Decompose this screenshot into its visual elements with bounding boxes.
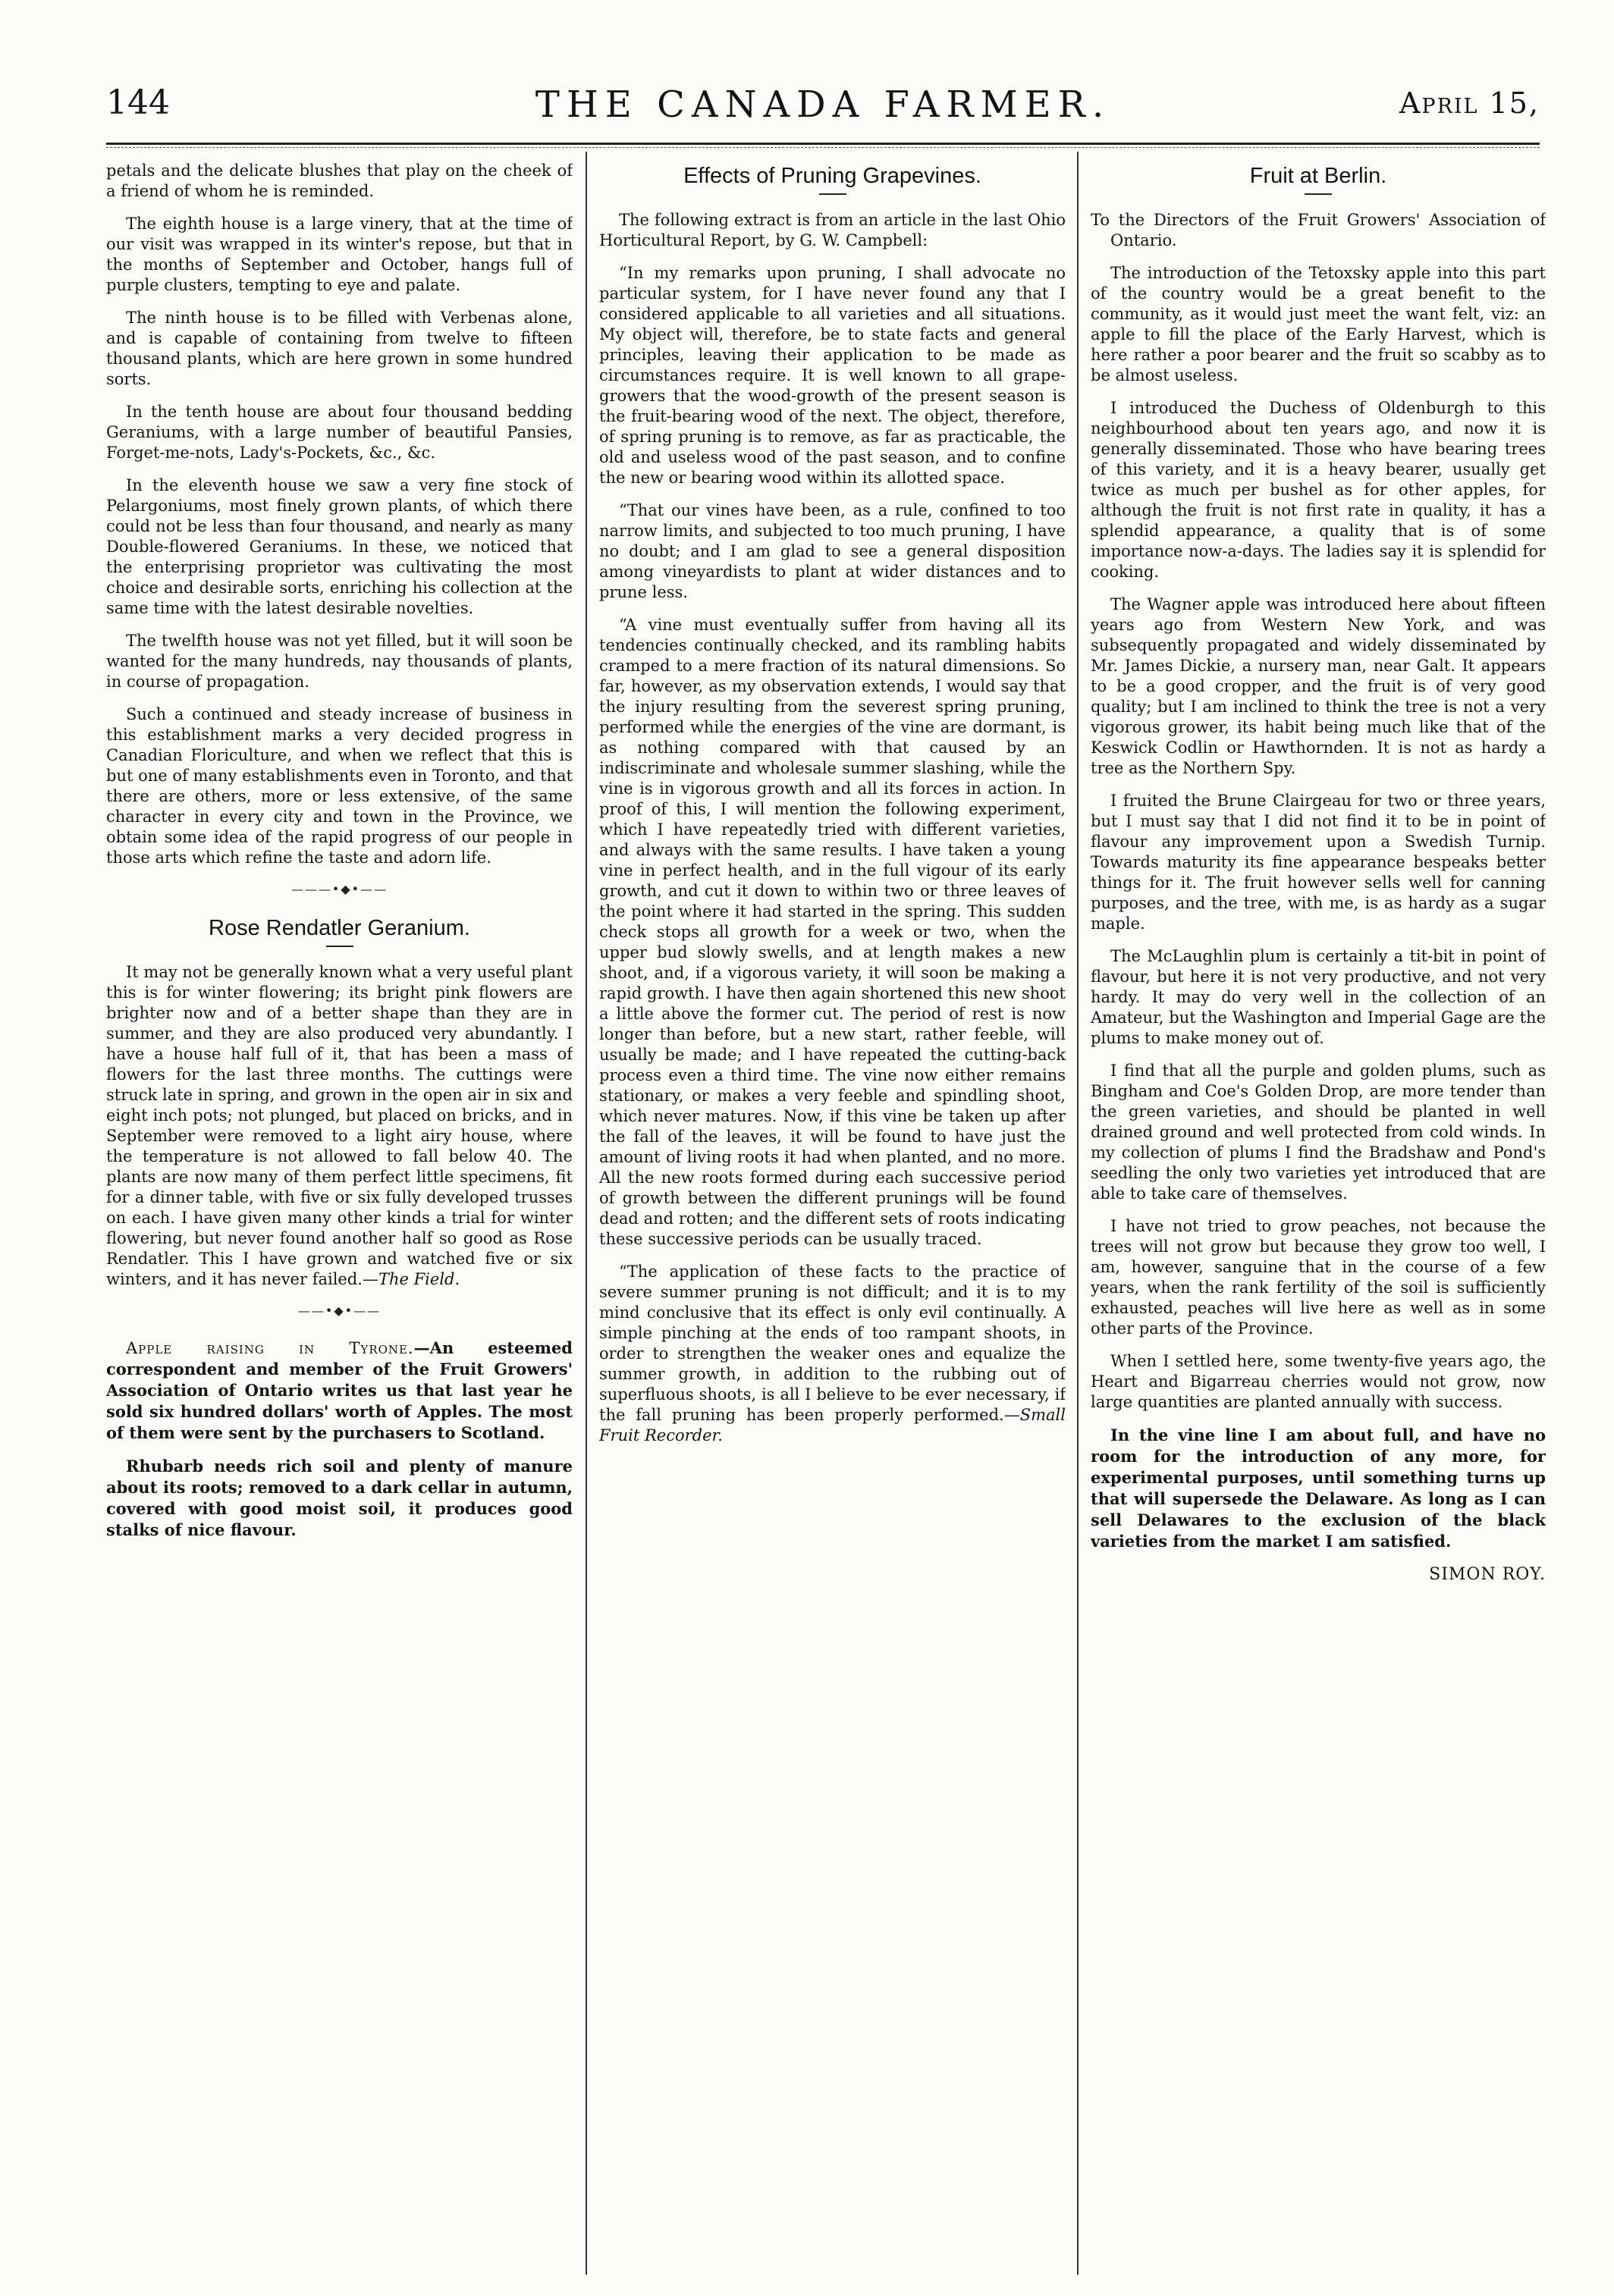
paragraph [106, 1338, 573, 1444]
paragraph [106, 1456, 573, 1541]
signature: SIMON ROY. [1429, 1565, 1546, 1584]
paper-title: THE CANADA FARMER. [535, 83, 1111, 126]
paragraph: In the eleventh house we saw a very fine stock of Pelargoniums, most finely grown plants, of which there could not be less than four thousand, and nearly as many Double-flowered Geraniums. In these, we noticed that the enterprising proprietor was cultivating the most choice and desirable sorts, enriching his collection at the same time with the latest desirable novelties. [106, 476, 573, 617]
paragraph: “That our vines have been, as a rule, confined to too narrow limits, and subjected to too much pruning, I have no doubt; and I am glad to see a general disposition among vineyardists to plant at wider distances and to prune less. [599, 501, 1066, 601]
column-3 [1091, 161, 1546, 2269]
paragraph [599, 1262, 1066, 1446]
article-heading-rose-rendatler: Rose Rendatler Geranium. [209, 916, 470, 940]
paragraph: “A vine must eventually suffer from having all its tendencies continually checked, and its rambling habits cramped to a mere fraction of its natural dimensions. So far, however, as my observation extends, I would say that the injury resulting from the severest spring pruning, performed while the energies of the vine are dormant, is as nothing compared with that caused by an indiscriminate and wholesale summer slashing, while the vine is in vigorous growth and all its forces in action. In proof of this, I will mention the following experiment, which I have repeatedly tried with different varieties, and always with the same results. I have taken a young vine in perfect health, and in the full vigour of its early growth, and cut it down to within two or three leaves of the point where it had started in the spring. This sudden check stops all growth for a week or two, when the upper bud slowly swells, and at length makes a new shoot, and, if a vigorous variety, it will soon be making a rapid growth. I have then again shortened this new shoot a little above the former cut. The period of rest is now longer than before, but a new start, rather feeble, will usually be made; and I have repeated the cutting-back process even a third time. The vine now either remains stationary, or makes a very feeble and spindling shoot, which never matures. Now, if this vine be taken up after the fall of the leaves, it will be found to have just the amount of living roots it had when planted, and no more. All the new roots formed during each successive period of growth between the different prunings will be found dead and rotten; and the different sets of roots indicating these successive periods can be usually traced. [599, 616, 1066, 1248]
heading-dash [819, 193, 846, 195]
header-rule-dashed [106, 147, 1540, 148]
column-2 [599, 161, 1066, 2269]
paragraph: The eighth house is a large vinery, that at the time of our visit was wrapped in its winter's repose, but that in the months of September and October, hangs full of purple clusters, tempting to eye and palate. [106, 215, 573, 294]
paragraph: The Wagner apple was introduced here about fifteen years ago from Western New York, and was subsequently propagated and widely disseminated by Mr. James Dickie, a nursery man, near Galt. It appears to be a good cropper, and the fruit is of very good quality; but I am inclined to think the tree is not a very vigorous grower, its habit being much like that of the Keswick Codlin or Hawthornden. It is not as hardy a tree as the Northern Spy. [1091, 595, 1546, 777]
paragraph: I find that all the purple and golden plums, such as Bingham and Coe's Golden Drop, are more tender than the green varieties, and should be planted in well drained ground and well protected from cold winds. In my collection of plums I find the Bradshaw and Pond's seedling the only two varieties yet introduced that are able to take care of themselves. [1091, 1062, 1546, 1203]
column-divider [1077, 152, 1079, 2275]
article-source: —Small Fruit Recorder. [599, 1406, 1066, 1444]
paragraph [1091, 1425, 1546, 1552]
rose-text: It may not be generally known what a very useful plant this is for winter flowering; its bright pink flowers are brighter now and of a better shape than they are in summer, and they are also produced very abundantly. I have a house half full of it, that has been a mass of flowers for the last three months. The cuttings were struck late in spring, and grown in the open air in six and eight inch pots; not plunged, but placed on bricks, and in September were removed to a light airy house, where the temperature is not allowed to fall below 40. The plants are now many of them perfect little specimens, fit for a dinner table, with five or six fully developed trusses on each. I have given many other kinds a trial for winter flowering, but never found another half so good as Rose Rendatler. This I have grown and watched five or six winters, and it has never failed. [106, 963, 573, 1288]
header-rule [106, 143, 1540, 145]
article-heading-pruning-grapevines: Effects of Pruning Grapevines. [683, 164, 981, 188]
vine-text: In the vine line I am about full, and have no room for the introduction of any more, for experimental purposes, until something turns up that will supersede the Delaware. As long as I can sell Delawares to the exclusion of the black varieties from the market I am satisfied. [1091, 1426, 1546, 1551]
page-number: 144 [106, 83, 170, 122]
article-heading-fruit-at-berlin: Fruit at Berlin. [1249, 164, 1387, 188]
masthead [106, 83, 1540, 136]
paragraph: The following extract is from an article in the last Ohio Horticultural Report, by G. W. Campbell: [599, 211, 1066, 249]
apple-text: —An esteemed correspondent and member of the Fruit Growers' Association of Ontario writes us that last year he sold six hundred dollars' worth of Apples. The most of them were sent by the purchasers to Scotland. [106, 1338, 573, 1442]
section-ornament: ——•◆•—— [297, 1303, 382, 1318]
apple-lead: Apple raising in Tyrone. [126, 1339, 414, 1357]
paragraph: In the tenth house are about four thousand bedding Geraniums, with a large number of beautiful Pansies, Forget-me-nots, Lady's-Pockets, &c., &c. [106, 403, 573, 462]
pruning-text: “The application of these facts to the practice of severe summer pruning is not difficult; and it is to my mind conclusive that its effect is only evil continually. A simple pinching at the ends of too rampant shoots, in order to strengthen the weaker ones and equalize the summer growth, in addition to the rubbing out of superfluous shoots, is all I believe to be ever necessary, if the fall pruning has been properly performed. [599, 1262, 1066, 1424]
article-source: —The Field. [362, 1270, 460, 1288]
section-ornament: ———•◆•—— [290, 882, 388, 896]
heading-dash [326, 946, 353, 947]
paragraph: petals and the delicate blushes that play on the cheek of a friend of whom he is reminded. [106, 162, 573, 200]
paragraph: I have not tried to grow peaches, not because the trees will not grow but because they grow too well, I am, however, sanguine that in the course of a few years, when the rank fertility of the soil is sufficiently exhausted, peaches will live here as well as in some other parts of the Province. [1091, 1217, 1546, 1338]
issue-date: April 15, [1399, 86, 1540, 120]
column-divider [586, 152, 587, 2275]
paragraph: I fruited the Brune Clairgeau for two or three years, but I must say that I did not find it to be in point of flavour any improvement upon a Swedish Turnip. Towards maturity its fine appearance bespeaks better things for it. The fruit however sells well for canning purposes, and the tree, with me, is as hardy as a sugar maple. [1091, 792, 1546, 933]
paragraph: The ninth house is to be filled with Verbenas alone, and is capable of containing from twelve to fifteen thousand plants, which are here grown in some hundred sorts. [106, 309, 573, 388]
paragraph [106, 962, 573, 1290]
letter-address: To the Directors of the Fruit Growers' Association of Ontario. [1091, 211, 1546, 249]
paragraph: The McLaughlin plum is certainly a tit-bit in point of flavour, but here it is not very productive, and not very hardy. It may do very well in the collection of an Amateur, but the Washington and Imperial Gage are the plums to make money out of. [1091, 947, 1546, 1047]
paragraph: When I settled here, some twenty-five years ago, the Heart and Bigarreau cherries would not grow, now large quantities are planted annually with success. [1091, 1352, 1546, 1411]
column-1 [106, 161, 573, 2269]
paragraph: The introduction of the Tetoxsky apple into this part of the country would be a great benefit to the community, as it would just meet the want felt, viz: an apple to fill the place of the Early Harvest, which is here rather a poor bearer and the fruit so scabby as to be almost useless. [1091, 264, 1546, 384]
paragraph: “In my remarks upon pruning, I shall advocate no particular system, for I have never found any that I considered applicable to all varieties and all situations. My object will, therefore, be to state facts and general principles, leaving their application to be made as circumstances require. It is well known to all grape-growers that the wood-growth of the present season is the fruit-bearing wood of the next. The object, therefore, of spring pruning is to remove, as far as practicable, the old and useless wood of the past season, and to confine the new or bearing wood within its allotted space. [599, 264, 1066, 487]
paragraph: Such a continued and steady increase of business in this establishment marks a very decided progress in Canadian Floriculture, and when we reflect that this is but one of many establishments even in Toronto, and that there are others, more or less extensive, of the same character in every city and town in the Province, we obtain some idea of the rapid progress of our people in those arts which refine the taste and adorn life. [106, 705, 573, 867]
rhubarb-text: Rhubarb needs rich soil and plenty of manure about its roots; removed to a dark cellar in autumn, covered with good moist soil, it produces good stalks of nice flavour. [106, 1457, 573, 1539]
paragraph: I introduced the Duchess of Oldenburgh to this neighbourhood about ten years ago, and now it is generally disseminated. Those who have bearing trees of this variety, and it is a heavy bearer, usually get twice as much per bushel as for other apples, for although the fruit is not first rate in quality, it has a splendid appearance, a quality that is of some importance now-a-days. The ladies say it is splendid for cooking. [1091, 399, 1546, 581]
heading-dash [1305, 193, 1332, 195]
paragraph: The twelfth house was not yet filled, but it will soon be wanted for the many hundreds, nay thousands of plants, in course of propagation. [106, 632, 573, 691]
